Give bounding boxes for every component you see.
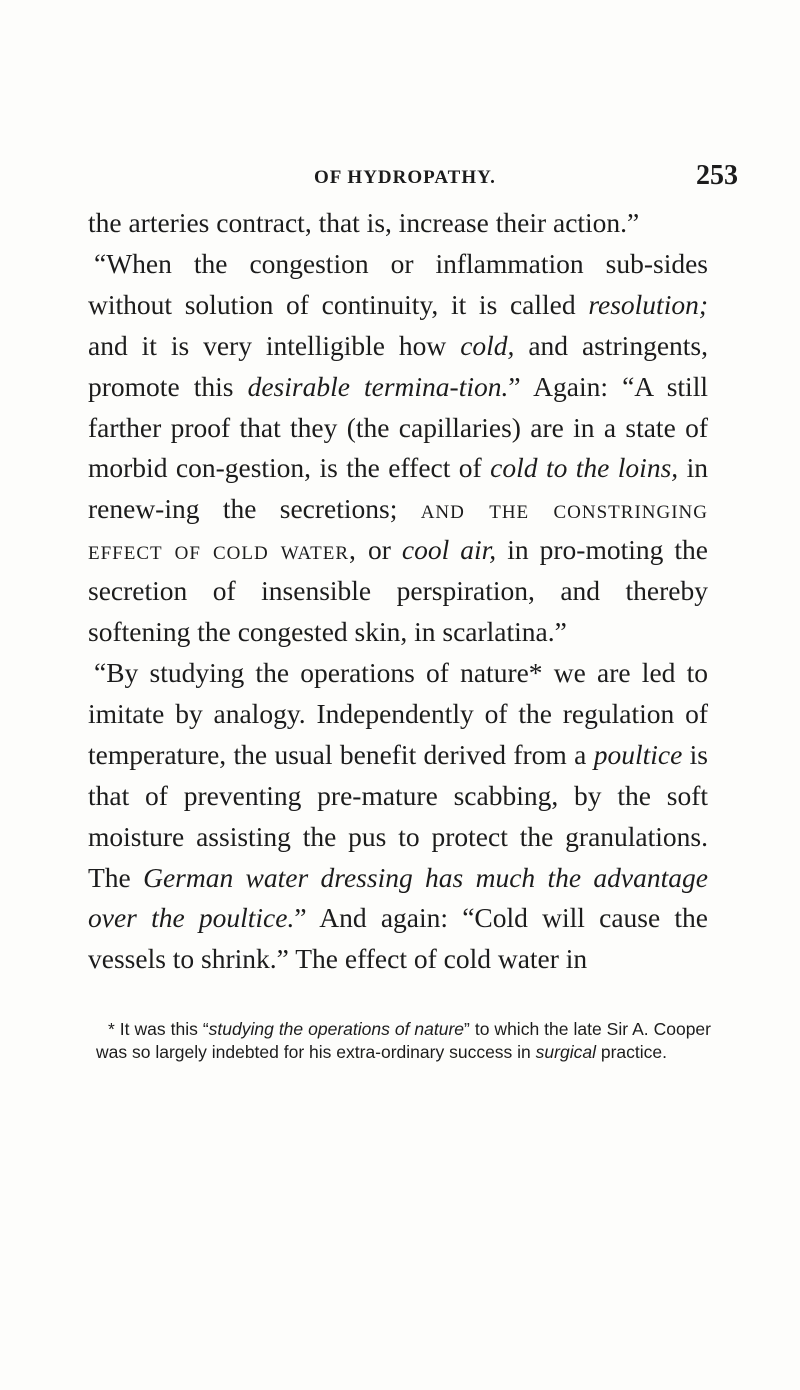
paragraph-2 [88, 244, 708, 653]
page-number: 253 [696, 160, 738, 191]
text-run: and it is very intelligible how [88, 329, 461, 361]
text-run: ” And again: “Cold will cause the vessels to shrink.” The effect of cold water in [88, 902, 708, 975]
running-head [0, 160, 800, 197]
paragraph-1-text: the arteries contract, that is, increase their action.” [88, 207, 640, 238]
italic-run: resolution; [588, 288, 708, 320]
text-run: ” Again: “A still farther proof that they (the capillaries) are in a state of morbid con-gestion, is the effect of [88, 370, 708, 484]
paragraph-3 [88, 653, 708, 980]
italic-run: studying the operations of nature [208, 1019, 465, 1039]
text-run: * It was this “ [108, 1019, 209, 1039]
text-run: practice. [595, 1041, 667, 1062]
running-title: OF HYDROPATHY. [314, 167, 496, 188]
text-run: is that of preventing pre-mature scabbing, by the soft moisture assisting the pus to protect the granulations. The [88, 738, 708, 893]
italic-run: cool air, [401, 534, 497, 566]
italic-run: surgical [535, 1041, 596, 1062]
italic-run: desirable termina-tion. [247, 370, 509, 402]
text-run: and astringents, promote this [88, 329, 708, 402]
italic-run: poultice [593, 738, 683, 770]
text-run: in pro-moting the secretion of insensible perspiration, and thereby softening the congested skin, in scarlatina.” [88, 534, 708, 648]
paragraph-1 [88, 203, 708, 244]
text-run: or [356, 534, 402, 566]
italic-run: cold to the loins, [490, 452, 679, 484]
body-text [88, 203, 708, 980]
text-run: “By studying the operations of nature* we are led to imitate by analogy. Independently of the regulation of temperature, the usual benefit derived from a [88, 656, 708, 770]
text-run: “When the congestion or inflammation sub-sides without solution of continuity, it is called [88, 247, 708, 320]
italic-run: cold, [460, 329, 515, 361]
footnote [96, 1018, 711, 1063]
small-caps-run: and the constringing effect of cold water, [88, 493, 708, 566]
text-run: in renew-ing the secretions; [88, 452, 708, 525]
text-run: ” to which the late Sir A. Cooper was so largely indebted for his extra-ordinary success in [96, 1019, 711, 1062]
footnote-text [96, 1018, 711, 1063]
italic-run: German water dressing has much the advantage over the poultice. [88, 861, 708, 934]
